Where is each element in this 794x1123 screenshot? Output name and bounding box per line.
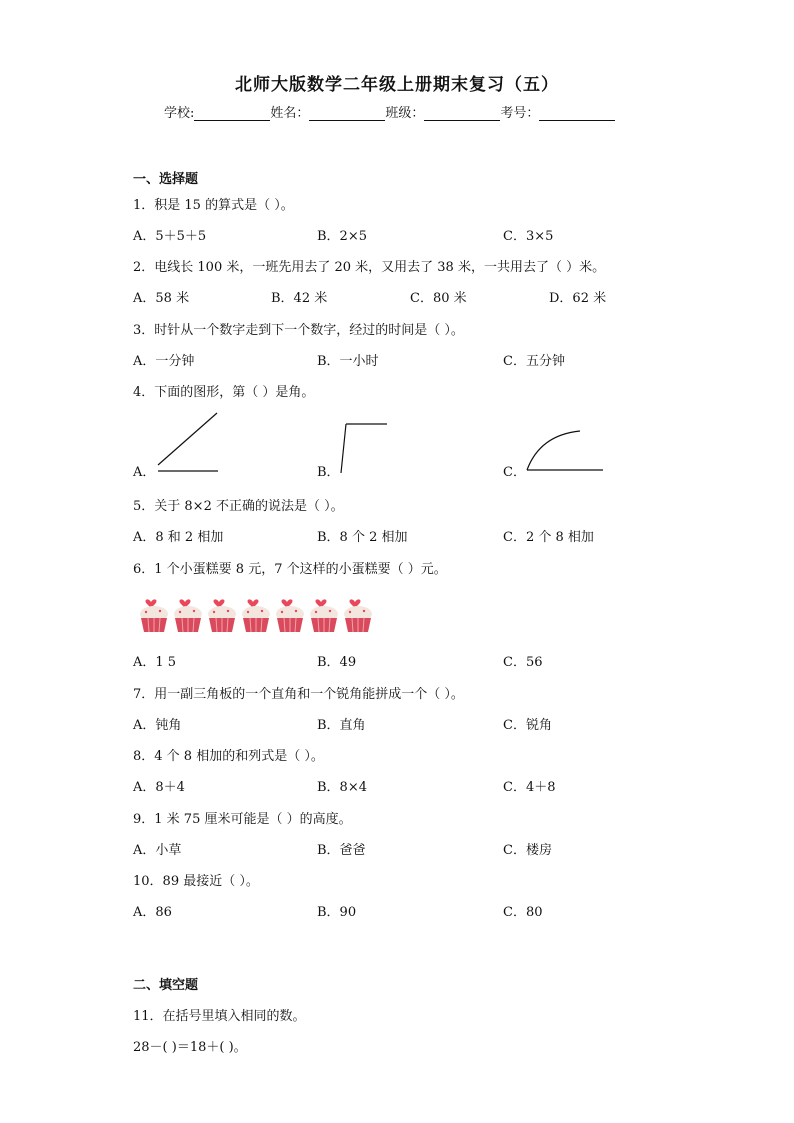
cupcake-icon: [138, 594, 170, 634]
q2-option-d[interactable]: D．62 米: [549, 291, 607, 306]
q6-option-b[interactable]: B．49: [317, 655, 357, 670]
question-6: 6．1 个小蛋糕要 8 元，7 个这样的小蛋糕要（ ）元。: [133, 562, 447, 577]
q8-option-c[interactable]: C．4＋8: [503, 780, 556, 795]
q2-option-c[interactable]: C．80 米: [410, 291, 467, 306]
question-11: 11．在括号里填入相同的数。: [133, 1009, 306, 1024]
class-label: 班级：: [385, 106, 425, 121]
q1-option-a[interactable]: A．5＋5＋5: [133, 229, 207, 244]
question-5: 5．关于 8×2 不正确的说法是（ ）。: [133, 499, 344, 514]
q9-option-a[interactable]: A．小草: [133, 843, 182, 858]
q2-option-b[interactable]: B．42 米: [271, 291, 328, 306]
question-4: 4．下面的图形，第（ ）是角。: [133, 385, 315, 400]
q8-option-b[interactable]: B．8×4: [317, 780, 367, 795]
question-9: 9．1 米 75 厘米可能是（ ）的高度。: [133, 812, 352, 827]
q4-option-a[interactable]: A．: [133, 465, 156, 480]
q4-option-c[interactable]: C．: [503, 465, 526, 480]
q7-option-c[interactable]: C．锐角: [503, 718, 552, 733]
q10-option-a[interactable]: A．86: [133, 905, 172, 920]
question-7: 7．用一副三角板的一个直角和一个锐角能拼成一个（ ）。: [133, 687, 464, 702]
q5-option-b[interactable]: B．8 个 2 相加: [317, 530, 408, 545]
name-blank[interactable]: [309, 106, 385, 121]
section-heading-fill: 二、填空题: [133, 978, 199, 993]
q4-option-b[interactable]: B．: [317, 465, 340, 480]
q10-option-b[interactable]: B．90: [317, 905, 357, 920]
figure-c-curve-icon: [520, 425, 610, 475]
question-11-equation[interactable]: 28－( )＝18＋( )。: [133, 1040, 247, 1055]
q6-option-c[interactable]: C．56: [503, 655, 543, 670]
figure-b-lines-icon: [335, 418, 395, 478]
school-label: 学校:: [164, 106, 195, 121]
q9-option-c[interactable]: C．楼房: [503, 843, 552, 858]
cupcake-icon: [172, 594, 204, 634]
cupcake-icon: [206, 594, 238, 634]
school-blank[interactable]: [194, 106, 270, 121]
q3-option-c[interactable]: C．五分钟: [503, 354, 565, 369]
section-heading-choice: 一、选择题: [133, 172, 199, 187]
name-label: 姓名：: [270, 106, 310, 121]
q1-option-b[interactable]: B．2×5: [317, 229, 367, 244]
q5-option-c[interactable]: C．2 个 8 相加: [503, 530, 594, 545]
q3-option-b[interactable]: B．一小时: [317, 354, 379, 369]
cupcake-icon: [342, 594, 374, 634]
q8-option-a[interactable]: A．8＋4: [133, 780, 185, 795]
q6-option-a[interactable]: A．1 5: [133, 655, 177, 670]
q7-option-a[interactable]: A．钝角: [133, 718, 182, 733]
page-title: 北师大版数学二年级上册期末复习（五）: [235, 75, 559, 95]
q2-option-a[interactable]: A．58 米: [133, 291, 190, 306]
q7-option-b[interactable]: B．直角: [317, 718, 366, 733]
cupcake-icon: [240, 594, 272, 634]
cupcake-icon: [308, 594, 340, 634]
class-blank[interactable]: [424, 106, 500, 121]
q9-option-b[interactable]: B．爸爸: [317, 843, 366, 858]
question-1: 1．积是 15 的算式是（ ）。: [133, 198, 294, 213]
q1-option-c[interactable]: C．3×5: [503, 229, 554, 244]
question-3: 3．时针从一个数字走到下一个数字，经过的时间是（ ）。: [133, 323, 464, 338]
question-8: 8．4 个 8 相加的和列式是（ ）。: [133, 749, 324, 764]
question-2: 2．电线长 100 米，一班先用去了 20 米，又用去了 38 米，一共用去了（ ）米。: [133, 260, 606, 275]
student-info-line: [164, 102, 615, 121]
cupcake-icon: [274, 594, 306, 634]
figure-a-angle-icon: [150, 410, 225, 475]
q3-option-a[interactable]: A．一分钟: [133, 354, 195, 369]
q10-option-c[interactable]: C．80: [503, 905, 543, 920]
q5-option-a[interactable]: A．8 和 2 相加: [133, 530, 224, 545]
exam-number-label: 考号：: [500, 106, 540, 121]
question-10: 10．89 最接近（ ）。: [133, 874, 259, 889]
exam-number-blank[interactable]: [539, 106, 615, 121]
